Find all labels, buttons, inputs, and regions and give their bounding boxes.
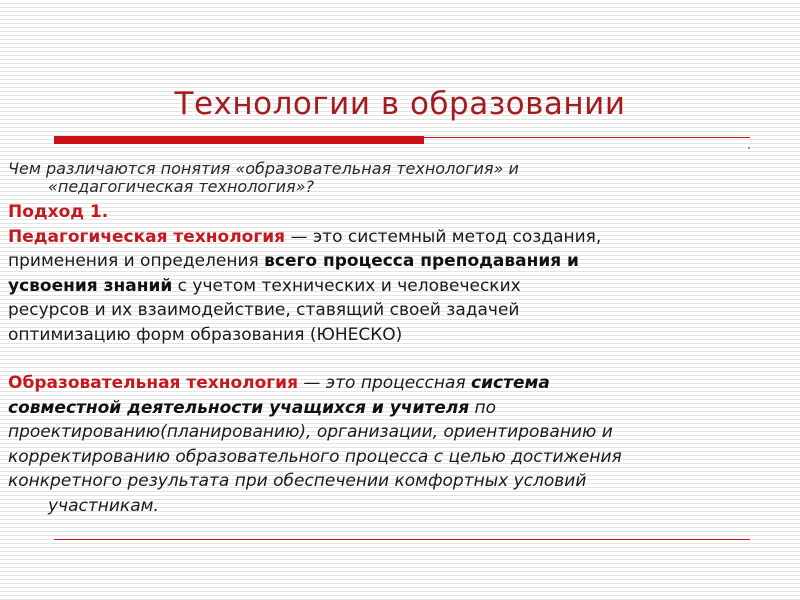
edu-definition-line-3: проектированию(планированию), организации, ориентированию и [8, 422, 613, 442]
approach-label: Подход 1. [8, 202, 109, 222]
title-underline-thin [54, 137, 750, 138]
ped-def-text-2: применения и определения [8, 251, 265, 271]
edu-definition-line-4: корректированию образовательного процесса с целью достижения [8, 446, 622, 467]
bottom-rule [54, 539, 750, 540]
edu-term: Образовательная технология [8, 373, 298, 393]
slide-title: Технологии в образовании [174, 86, 626, 122]
ped-def-bold-2: усвоения знаний [8, 275, 173, 296]
ped-definition-line-1 [8, 225, 788, 250]
edu-definition-line-6: участникам. [48, 495, 159, 516]
ped-def-text-1: — это системный метод создания, [285, 226, 602, 247]
edu-definition-line-1 [8, 371, 788, 396]
ped-definition-line-2 [8, 249, 788, 274]
edu-definition-line-5: конкретного результата при обеспечении комфортных условий [8, 471, 587, 491]
edu-def-text-1: — это процессная [298, 373, 472, 393]
ped-definition-line-5: оптимизацию форм образования (ЮНЕСКО) [8, 324, 403, 345]
slide-content [8, 160, 788, 518]
question-line-2: «педагогическая технология»? [48, 177, 315, 196]
edu-definition-line-2 [8, 396, 788, 421]
edu-def-bold-2: совместной деятельности учащихся и учителя [8, 397, 470, 418]
ped-def-bold-1: всего процесса преподавания и [264, 251, 579, 271]
decorative-dot [748, 147, 750, 149]
edu-def-text-2: по [469, 397, 497, 418]
paragraph-gap [8, 347, 788, 371]
ped-definition-line-3 [8, 274, 788, 299]
ped-definition-line-4: ресурсов и их взаимодействие, ставящий своей задачей [8, 300, 520, 320]
edu-def-bold-1: система [471, 373, 550, 393]
ped-def-text-3: с учетом технических и человеческих [172, 275, 521, 296]
question-line-1: Чем различаются понятия «образовательная технология» и [8, 159, 519, 178]
ped-term: Педагогическая технология [8, 226, 286, 247]
